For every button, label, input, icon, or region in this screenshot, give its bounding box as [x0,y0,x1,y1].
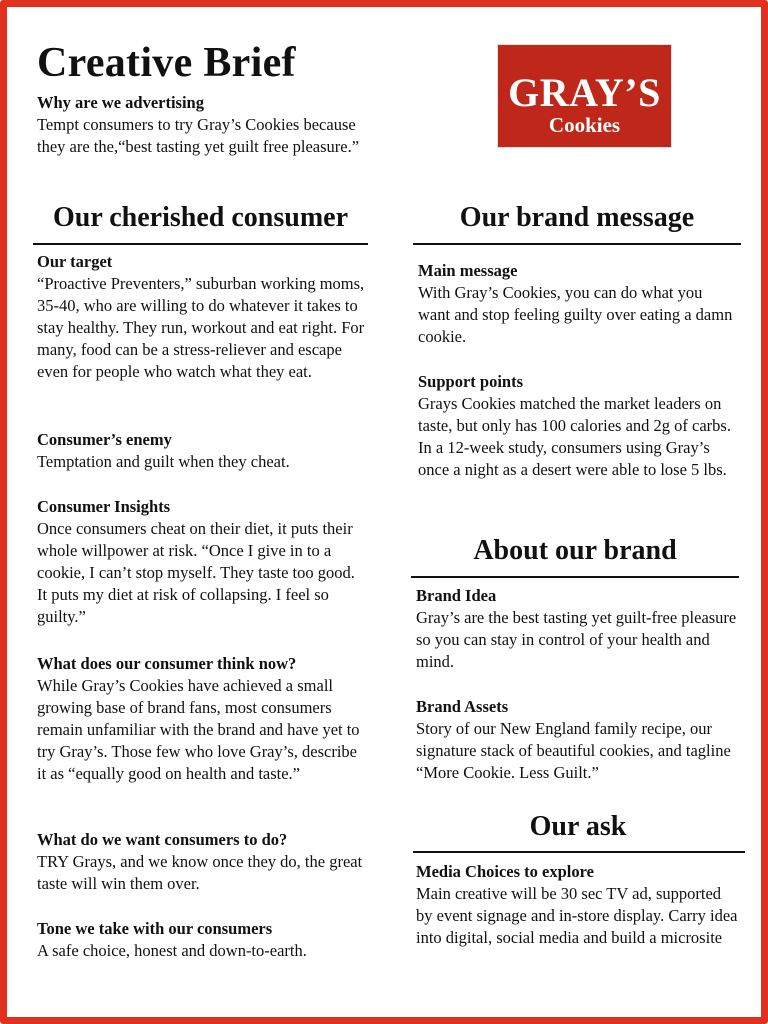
support-points-heading: Support points [418,372,524,391]
tone-heading: Tone we take with our consumers [37,919,273,938]
tone-block [37,918,367,962]
page-title: Creative Brief [37,40,296,86]
about-section-title: About our brand [473,535,677,566]
insights-text: Once consumers cheat on their diet, it puts their whole willpower at risk. “Once I give in to a cookie, I can’t stop myself. They taste too good. It puts my diet at risk of collapsing. I feel so guilty.” [37,519,355,626]
enemy-heading: Consumer’s enemy [37,430,172,449]
brand-assets-block [416,696,738,784]
brand-assets-heading: Brand Assets [416,697,509,716]
logo-brand-text: GRAY’S [508,70,661,115]
consumer-section-title: Our cherished consumer [52,202,349,233]
want-block [37,829,367,895]
support-points-block [418,371,738,481]
think-now-heading: What does our consumer think now? [37,654,297,673]
ask-divider [413,851,745,853]
want-text: TRY Grays, and we know once they do, the great taste will win them over. [37,852,363,893]
want-heading: What do we want consumers to do? [37,830,288,849]
intro-text: Tempt consumers to try Gray’s Cookies because they are the,“best tasting yet guilt free pleasure.” [37,115,360,156]
brand-idea-block [416,585,738,673]
target-heading: Our target [37,252,113,271]
media-choices-block [416,861,740,949]
intro-heading: Why are we advertising [37,93,204,112]
main-message-text: With Gray’s Cookies, you can do what you want and stop feeling guilty over eating a damn cookie. [418,283,733,346]
message-divider [413,243,741,245]
main-message-block [418,260,738,348]
logo-sub-text: Cookies [548,113,621,137]
brand-idea-text: Gray’s are the best tasting yet guilt-free pleasure so you can stay in control of your health and mind. [416,608,737,671]
target-block [37,251,367,383]
insights-block [37,496,367,628]
intro-block [37,92,372,158]
enemy-text: Temptation and guilt when they cheat. [37,452,290,471]
media-choices-text: Main creative will be 30 sec TV ad, supported by event signage and in-store display. Carry idea into digital, social media and build a microsite [416,884,738,947]
consumer-divider [33,243,368,245]
insights-heading: Consumer Insights [37,497,171,516]
main-message-heading: Main message [418,261,518,280]
grays-logo [497,44,672,148]
message-section-title: Our brand message [459,202,695,233]
target-text: “Proactive Preventers,” suburban working moms, 35-40, who are willing to do whatever it takes to stay healthy. They run, workout and eat right. For many, food can be a stress-reliever and escape even for people who watch what they eat. [37,274,365,381]
brand-assets-text: Story of our New England family recipe, our signature stack of beautiful cookies, and tagline “More Cookie. Less Guilt.” [416,719,731,782]
think-now-text: While Gray’s Cookies have achieved a small growing base of brand fans, most consumers remain unfamiliar with the brand and have yet to try Gray’s. Those few who love Gray’s, describe it as “equally good on health and taste.” [37,676,360,783]
enemy-block [37,429,367,473]
brand-idea-heading: Brand Idea [416,586,497,605]
ask-section-title: Our ask [529,811,627,842]
think-now-block [37,653,367,785]
media-choices-heading: Media Choices to explore [416,862,594,881]
tone-text: A safe choice, honest and down-to-earth. [37,941,307,960]
support-points-text: Grays Cookies matched the market leaders on taste, but only has 100 calories and 2g of carbs. In a 12-week study, consumers using Gray’s once a night as a desert were able to lose 5 lbs. [418,394,731,479]
about-divider [411,576,739,578]
